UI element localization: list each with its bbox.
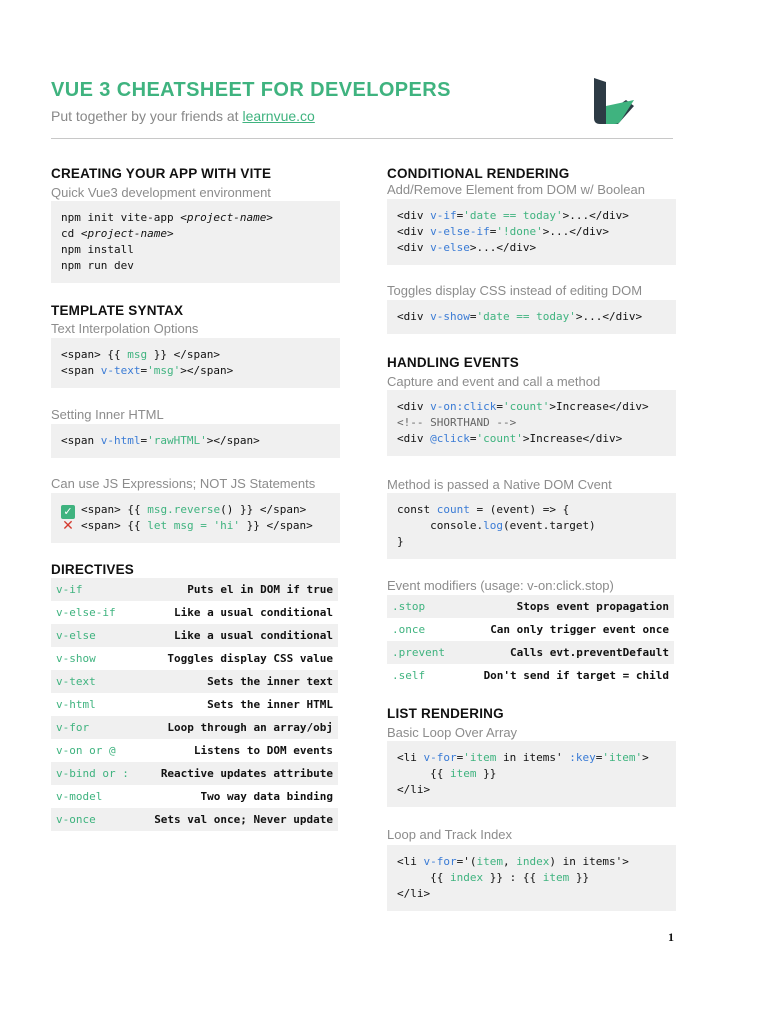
table-row [51, 808, 338, 831]
code-token: (event.target) [502, 519, 596, 532]
code-token: ></span> [180, 364, 234, 377]
code-token: ='( [456, 855, 477, 868]
code-line [397, 750, 666, 766]
inner-html-code-block [51, 424, 340, 458]
learnvue-logo-icon [592, 76, 636, 126]
code-token: <div [397, 310, 431, 323]
code-token: <project-name> [80, 227, 174, 240]
code-line [397, 208, 666, 224]
modifiers-table [387, 595, 674, 687]
code-token: > [642, 751, 649, 764]
table-key: v-else-if [56, 606, 116, 619]
code-line [61, 242, 330, 258]
code-token: , [503, 855, 517, 868]
code-token: msg [127, 348, 148, 361]
table-key: .self [392, 669, 426, 682]
table-key: v-bind or : [56, 767, 129, 780]
show-subheading: Toggles display CSS instead of editing DOM [387, 283, 643, 298]
code-token: = [595, 751, 603, 764]
code-token: = [469, 432, 477, 445]
code-token: 'rawHTML' [147, 434, 207, 447]
code-token: in items' [496, 751, 570, 764]
code-token: <div [397, 400, 431, 413]
code-line [397, 886, 666, 902]
code-token: count [436, 503, 470, 516]
directives-table [51, 578, 338, 831]
table-row [387, 641, 674, 664]
check-mark-icon: ✓ [61, 505, 75, 519]
code-line [397, 870, 666, 886]
code-token: }} : {{ [483, 871, 543, 884]
table-description: Toggles display CSS value [167, 652, 333, 665]
code-line [397, 766, 666, 782]
table-row [51, 670, 338, 693]
modifiers-subheading: Event modifiers (usage: v-on:click.stop) [387, 578, 614, 593]
code-line [61, 363, 330, 379]
code-token: <span> {{ [81, 519, 148, 532]
code-token: msg.reverse [147, 503, 221, 516]
code-token: index [449, 871, 484, 884]
code-token: console. [397, 519, 484, 532]
code-line [61, 210, 330, 226]
table-key: v-once [56, 813, 96, 826]
code-token: <project-name> [180, 211, 273, 224]
directives-heading: DIRECTIVES [51, 562, 135, 577]
invalid-statement-code [81, 519, 313, 532]
code-token: v-on:click [430, 400, 497, 413]
table-description: Like a usual conditional [174, 629, 333, 642]
code-line [397, 502, 666, 518]
js-expressions-code-block [51, 493, 340, 543]
code-token: <div [397, 225, 431, 238]
page-title: VUE 3 CHEATSHEET FOR DEVELOPERS [51, 79, 451, 101]
code-token: <span [61, 434, 101, 447]
vite-code-block [51, 201, 340, 283]
code-line [397, 415, 666, 431]
native-event-subheading: Method is passed a Native DOM Cvent [387, 477, 612, 492]
table-row [51, 624, 338, 647]
table-description: Listens to DOM events [193, 744, 333, 757]
page-subtitle [51, 108, 315, 124]
interpolation-code-block [51, 338, 340, 388]
code-line [397, 782, 666, 798]
code-line [397, 534, 666, 550]
invalid-statement-line [61, 518, 330, 534]
table-key: v-html [56, 698, 96, 711]
list-heading: LIST RENDERING [387, 706, 504, 721]
code-token: >Increase</div> [549, 400, 649, 413]
table-key: v-else [56, 629, 96, 642]
table-row [51, 762, 338, 785]
table-row [387, 595, 674, 618]
table-row [51, 785, 338, 808]
code-token: >...</div> [469, 241, 537, 254]
code-token: = [140, 364, 148, 377]
code-token: = [140, 434, 148, 447]
code-token: v-if [430, 209, 457, 222]
code-token: ) in items'> [549, 855, 629, 868]
code-token: = [456, 209, 464, 222]
table-key: v-for [56, 721, 90, 734]
code-token: <span [61, 364, 101, 377]
cross-mark-icon: ✕ [62, 518, 74, 534]
inner-html-subheading: Setting Inner HTML [51, 407, 164, 422]
table-description: Sets the inner HTML [207, 698, 333, 711]
code-token: {{ [397, 767, 450, 780]
header-divider [51, 138, 673, 139]
code-token: }} </span> [239, 519, 313, 532]
table-description: Don't send if target = child [483, 669, 669, 682]
code-token: log [483, 519, 503, 532]
conditional-code-block [387, 199, 676, 265]
basic-loop-subheading: Basic Loop Over Array [387, 725, 518, 740]
code-token: npm run dev [61, 259, 134, 272]
table-description: Stops event propagation [516, 600, 669, 613]
code-token: >...</div> [562, 209, 629, 222]
code-token: 'count' [502, 400, 550, 413]
table-description: Reactive updates attribute [160, 767, 333, 780]
table-description: Can only trigger event once [490, 623, 669, 636]
table-row [51, 601, 338, 624]
code-token: @click [430, 432, 470, 445]
table-description: Sets the inner text [207, 675, 333, 688]
code-token: '!done' [496, 225, 543, 238]
show-code-block [387, 300, 676, 334]
valid-expression-line [61, 502, 330, 518]
code-token: <span> {{ [81, 503, 148, 516]
conditional-heading: CONDITIONAL RENDERING [387, 166, 570, 181]
code-token: v-for [423, 855, 457, 868]
code-token: = [456, 751, 464, 764]
table-row [51, 693, 338, 716]
code-line [397, 224, 666, 240]
code-token: 'count' [476, 432, 523, 445]
table-description: Two way data binding [200, 790, 333, 803]
code-token: <li [397, 751, 424, 764]
code-token: <!-- SHORTHAND --> [397, 416, 517, 429]
code-token: 'item [463, 751, 497, 764]
table-key: v-text [56, 675, 96, 688]
code-token: let msg = 'hi' [147, 519, 240, 532]
code-token: item [476, 855, 503, 868]
track-index-code-block [387, 845, 676, 911]
table-description: Like a usual conditional [174, 606, 333, 619]
code-token: {{ [397, 871, 450, 884]
js-expressions-subheading: Can use JS Expressions; NOT JS Statements [51, 476, 316, 491]
table-row [387, 618, 674, 641]
table-description: Loop through an array/obj [167, 721, 333, 734]
code-token: <li [397, 855, 424, 868]
code-token: <span> {{ [61, 348, 128, 361]
code-token: = [496, 400, 503, 413]
code-token: <div [397, 241, 431, 254]
code-line [397, 431, 666, 447]
track-index-subheading: Loop and Track Index [387, 827, 513, 842]
basic-loop-code-block [387, 741, 676, 807]
code-line [397, 399, 666, 415]
code-line [61, 347, 330, 363]
code-token: npm install [61, 243, 134, 256]
table-row [387, 664, 674, 687]
code-token: v-else [430, 241, 470, 254]
code-line [61, 258, 330, 274]
code-token: cd [61, 227, 81, 240]
code-token: } [397, 535, 404, 548]
code-token: () }} </span> [220, 503, 307, 516]
table-description: Calls evt.preventDefault [510, 646, 669, 659]
table-row [51, 716, 338, 739]
code-token: 'item' [602, 751, 643, 764]
table-key: v-if [56, 583, 83, 596]
code-line [397, 518, 666, 534]
code-token: index [516, 855, 550, 868]
code-token: }} [476, 767, 497, 780]
code-token: <div [397, 432, 431, 445]
code-token: >...</div> [542, 225, 609, 238]
code-token: const [397, 503, 437, 516]
code-line [397, 854, 666, 870]
code-token: 'msg' [147, 364, 181, 377]
code-token: 'date == today' [463, 209, 563, 222]
code-token: v-for [423, 751, 457, 764]
table-key: .stop [392, 600, 426, 613]
table-key: .prevent [392, 646, 445, 659]
events-subheading: Capture and event and call a method [387, 374, 601, 389]
page-number: 1 [668, 930, 674, 944]
code-token: item [449, 767, 477, 780]
code-token: <div [397, 209, 431, 222]
code-line [397, 309, 666, 325]
code-token: = [489, 225, 497, 238]
code-token: v-show [430, 310, 470, 323]
table-key: v-show [56, 652, 96, 665]
vite-heading: CREATING YOUR APP WITH VITE [51, 166, 272, 181]
code-token: </li> [397, 783, 431, 796]
valid-expression-code [81, 503, 306, 516]
code-token: }} </span> [147, 348, 220, 361]
vite-subheading: Quick Vue3 development environment [51, 185, 271, 200]
table-row [51, 647, 338, 670]
code-line [397, 240, 666, 256]
code-token: >...</div> [575, 310, 643, 323]
conditional-subheading: Add/Remove Element from DOM w/ Boolean [387, 182, 645, 197]
table-description: Puts el in DOM if true [187, 583, 333, 596]
table-key: v-model [56, 790, 103, 803]
table-description: Sets val once; Never update [154, 813, 333, 826]
code-line [61, 433, 330, 449]
subtitle-prefix: Put together by your friends at [51, 108, 243, 124]
table-row [51, 739, 338, 762]
events-code-block [387, 390, 676, 456]
learnvue-link[interactable]: learnvue.co [242, 108, 315, 124]
code-token: = (event) => { [469, 503, 570, 516]
code-token: </li> [397, 887, 431, 900]
code-token: npm init vite-app [61, 211, 181, 224]
events-heading: HANDLING EVENTS [387, 355, 520, 370]
code-token: v-else-if [430, 225, 490, 238]
code-token: ></span> [206, 434, 260, 447]
code-token: }} [569, 871, 590, 884]
code-token: >Increase</div> [522, 432, 623, 445]
code-token: v-html [100, 434, 141, 447]
table-key: .once [392, 623, 426, 636]
code-line [61, 226, 330, 242]
code-token: v-text [100, 364, 141, 377]
code-token: 'date == today' [476, 310, 576, 323]
code-token: item [542, 871, 570, 884]
code-token: = [469, 310, 477, 323]
table-row [51, 578, 338, 601]
native-event-code-block [387, 493, 676, 559]
template-heading: TEMPLATE SYNTAX [51, 303, 184, 318]
table-key: v-on or @ [56, 744, 116, 757]
code-token: :key [569, 751, 596, 764]
interpolation-subheading: Text Interpolation Options [51, 321, 199, 336]
